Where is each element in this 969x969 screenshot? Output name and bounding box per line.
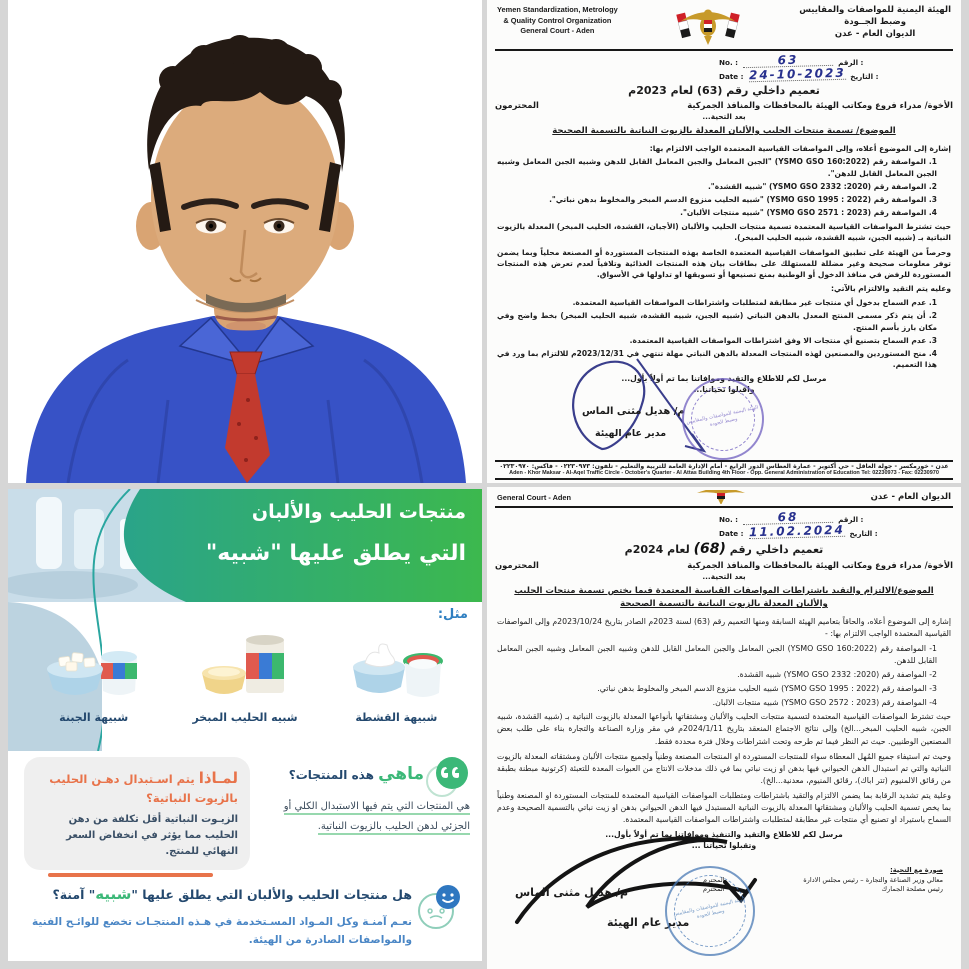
product-label: شبيهة القشطة bbox=[355, 711, 438, 724]
intro-paragraph: إشارة إلى الموضوع أعلاه، والحاقاً بتعاميم الهيئة السابقة ومنها التعميم رقم (63) لسنة 2023م الصادر بتاريخ 2023/10/24م وإلى المواصفات القياسية المعتمدة الواجب الالتزام بها: - bbox=[497, 616, 951, 638]
no-label-en: No. : bbox=[719, 58, 739, 67]
signer-title: مدير عام الهيئة bbox=[595, 427, 667, 439]
doc-date-handwritten: 11.02.2024 bbox=[748, 522, 845, 540]
cc-name: رئيس مصلحة الجمارك bbox=[881, 884, 943, 893]
footer-address-english: Aden - Khor Maksar - Al-Aqel Traffic Circle - October's Quarter - Al Attas Building 4th Floor - Opp. General Administration of Education Tel: 02230973 - Fax: 02230970 bbox=[509, 470, 939, 476]
standard-item: 2. المواصفة رقم (YSMO GSO 2332 :2020) "شبيه القشدة". bbox=[707, 181, 937, 191]
header-divider bbox=[495, 49, 953, 51]
closing-line: مرسل لكم للاطلاع والتقيد وموافاتنا بما تم أولاً بأول... bbox=[621, 373, 827, 383]
honorific: المحترمون bbox=[495, 100, 539, 110]
closing-line: وتقبلوا تحياتنا ... bbox=[691, 840, 757, 850]
body-paragraph: وعليه يتم التقيد والالتزام بالآتي: bbox=[831, 284, 951, 294]
doc2-header bbox=[487, 487, 961, 505]
question-safe-answer: نعـم آمنـة وكل المـواد المسـتخدمة في هـذه المنتجـات تخضع للوائـح الفنية والمواصفات الصادرة من الهيئة. bbox=[32, 915, 412, 947]
reference-block bbox=[719, 511, 949, 539]
greeting: بعد التحية... bbox=[702, 572, 746, 581]
cc-list bbox=[703, 866, 943, 894]
quote-icon bbox=[424, 755, 472, 799]
doc-number-handwritten: 63 bbox=[743, 53, 833, 68]
product-cheese bbox=[21, 631, 166, 724]
org-name-english: Yemen Standardization, Metrology & Quality Control Organization General Court - Aden bbox=[497, 5, 618, 36]
body-paragraph: وعلية يتم تشديد الرقابة بما يضمن الالتزام والتقيد باشتراطات ومتطلبات المواصفات القياسية المعتمدة للمنتجات المستوردة او المصنعة وطنياً بما يخص تسمية الحليب والألبان ومشتقاتها المعدلة بالزيوت النباتية المستبدل فيها الدهن الحيواني بدهن او زيت نباتي بالتسمية الصحيحة وعدم السماح باستيراد او تصنيع أي منتجات غير مطابقة لمتطلبات واشتراطات المواصفات القياسية المعتمدة. bbox=[497, 790, 951, 825]
infographic-title-line2: التي يطلق عليها "شبيه" bbox=[205, 541, 466, 566]
greeting: بعد التحية... bbox=[702, 112, 746, 121]
cream-substitute-icon bbox=[341, 631, 451, 703]
org-name-arabic: الهيئة اليمنية للمواصفات والمقاييس وضبط الجــودة الديوان العام - عدن bbox=[799, 5, 951, 39]
standard-item: 2- المواصفة رقم (YSMO GSO 2332 :2020) شبيه القشدة. bbox=[737, 669, 937, 679]
cc-honorific: المحترم bbox=[703, 884, 725, 893]
date-label-en: Date : bbox=[719, 529, 744, 538]
signature-block bbox=[487, 394, 961, 458]
standard-item: 4- المواصفة رقم (YSMO GSO 2572 : 2023) شبيه منتجات الالبان. bbox=[712, 697, 937, 707]
org-name-english: General Court - Aden bbox=[497, 493, 572, 503]
standard-item: 1- المواصفة رقم (YSMO GSO 160:2022) الجبن المعامل والجبن المعامل القابل للدهن وشبيه الجبن المعامل وشبيه الجبن المعامل القابل للدهن. bbox=[497, 643, 937, 665]
date-label-ar: التاريخ : bbox=[849, 529, 878, 538]
directive-item: 4. منح المستوردين والمصنعين لهذه المنتجات المعدلة بالدهن النباتي مهلة تنتهي في 2023/12/31م للالتزام بما ورد في هذا التعميم. bbox=[497, 349, 937, 370]
circular-document-2024 bbox=[487, 487, 961, 969]
org-name-arabic: الديوان العام - عدن bbox=[870, 492, 951, 503]
cc-name: معالي وزير الصناعة والتجارة – رئيس مجلس الادارة bbox=[803, 875, 943, 884]
cc-honorific: المحترم bbox=[703, 875, 725, 884]
subject-line: الموضوع/ تسمية منتجات الحليب والألبان المعدلة بالزيوت النباتية بالتسمية الصحيحة bbox=[552, 126, 896, 136]
question-what-answer: هي المنتجات التي يتم فيها الاستبدال الكلي أو الجزئي لدهن الحليب بالزيوت النباتية. bbox=[258, 797, 470, 837]
standard-item: 3. المواصفة رقم (YSMO GSO 1995 : 2022) "شبيه الحليب منزوع الدسم المبخر والمخلوط بدهن نباتي". bbox=[549, 195, 937, 205]
signer-name: م/ هديل مثنى الماس bbox=[515, 885, 629, 899]
signature-block bbox=[487, 850, 961, 934]
body-paragraph: حيث تشترط المواصفات القياسية المعتمدة تسمية منتجات الحليب والألبان (الأجبان، القشدة، الحليب المبخر) المعدلة بالزيوت النباتية بـ (شبيه الجبن، شبيه القشدة، شبيه الحليب المبخر). bbox=[497, 222, 951, 243]
dairy-infographic bbox=[8, 489, 482, 961]
question-what bbox=[258, 763, 470, 837]
intro-paragraph: إشارة إلى الموضوع أعلاه، وإلى المواصفات القياسية المعتمدة الواجب الالتزام بها: bbox=[649, 143, 951, 153]
directive-item: 1. عدم السماح بدخول أي منتجات غير مطابقة لمتطلبات واشتراطات المواصفات القياسية المعتمدة. bbox=[572, 298, 937, 308]
directive-item: 2. أن يتم ذكر مسمى المنتج المعدل بالدهن النباتي (شبيه الجبن، شبيه القشدة، شبيه الحليب المبخر) بخط واضح وفي مكان بارز بأسم المنتج. bbox=[497, 311, 937, 332]
body-paragraph: حيث تشترط المواصفات القياسية المعتمدة لتسمية منتجات الحليب والألبان ومشتقاتها بأنواعها المعدلة بالزيوت النباتية بـ (شبيه القشدة، شبيه الجبن، شبيه الحليب المبخر...الخ) وإلى نتائج الاجتماع المنعقد بتاريخ 2024/1/11م في مقر وزارة الصناعة والتجارة بناء على طلب بعض المصنعين الوطنيين. حيث تم النظر فيما تم طرحه وتحت اشتراطات وخلال فترة محددة فقط. bbox=[497, 712, 951, 746]
question-safe-title: هل منتجات الحليب والألبان التي يطلق عليها "شبيه" آمنة؟ bbox=[52, 885, 412, 903]
reference-block bbox=[719, 54, 949, 82]
orange-underline bbox=[48, 873, 213, 877]
question-why-title: لمـاذا يتم اسـتبدال دهـن الحليب بالزيوت النباتية؟ bbox=[49, 769, 238, 805]
man-portrait-illustration bbox=[8, 0, 482, 483]
closing-line: واقبلوا تحياتنا... bbox=[693, 384, 755, 394]
signer-name: م/ هديل مثنى الماس bbox=[582, 405, 685, 417]
no-label-en: No. : bbox=[719, 515, 739, 524]
signer-title: مدير عام الهيئة bbox=[607, 915, 690, 929]
body-paragraph: وحيث تم استيفاء جميع المُهل المعطاة سواء للمنتجات المستوردة او المنتجات المصنعة وطنياً ولجميع منتجات الألبان ومشتقاته المعدلة بالزيوت النباتية والتي تم استبدال الدهن الحيواني فيها بدهن او زيت نباتي بما في ذلك مدخلات الانتاج من العبوات المعدة للتعبئة (كرتونية مبطنة بطبقة من رقائق الالمنيوم (تتر اباك)، رقائق المنيوم، معدنية...الخ). bbox=[496, 751, 951, 785]
standard-item: 1. المواصفة رقم (YSMO GSO 160:2022) "الجبن المعامل والجبن المعامل القابل للدهن وشبيه الجبن المعامل وشبيه الجبن المعامل القابل للدهن". bbox=[497, 157, 938, 178]
circular-document-2023 bbox=[487, 0, 961, 483]
cc-row bbox=[703, 885, 943, 893]
product-label: شبيه الحليب المبخر bbox=[192, 711, 298, 724]
cc-title: صورة مع التحية: bbox=[890, 865, 943, 874]
cheese-substitute-icon bbox=[39, 631, 149, 703]
yemen-emblem-icon bbox=[693, 490, 749, 504]
addressee: الأخوة/ مدراء فروع ومكاتب الهيئة بالمحافظات والمنافذ الجمركية bbox=[687, 560, 953, 570]
doc-number-handwritten: 68 bbox=[743, 510, 833, 525]
no-label-ar: الرقم : bbox=[838, 515, 864, 524]
doc1-header bbox=[487, 0, 961, 48]
addressee-row bbox=[487, 560, 961, 570]
standard-item: 3- المواصفة رقم (YSMO GSO 1995 : 2022) شبيه الحليب منزوع الدسم المبخر والمخلوط بدهن نباتي. bbox=[597, 683, 937, 693]
product-cream bbox=[324, 631, 469, 724]
doc1-footer bbox=[495, 460, 953, 481]
header-divider bbox=[495, 506, 953, 508]
circular-title: تعميم داخلي رقم (63) لعام 2023م bbox=[628, 84, 820, 97]
footer-address-arabic: عدن - خورمكسر - جولة العاقل - حي أكتوبر - عمارة العطاس الدور الرابع - أمام الإدارة العامة للتربية والتعليم - تلفون: ٠٢٢٣٠٩٧٣ - فاكس: ٠٢٢٣٠٩٧٠ bbox=[499, 463, 949, 470]
yemen-emblem-icon bbox=[673, 5, 743, 47]
question-why-answer: الزيـوت النباتية أقل تكلفة من دهن الحليب مما يؤثر في انخفاض السعر النهائي للمنتج. bbox=[66, 813, 238, 857]
standard-item: 4. المواصفة رقم (YSMO GSO 2571 : 2023) "شبيه منتجات الألبان". bbox=[680, 208, 937, 218]
product-label: شبيهة الجبنة bbox=[59, 711, 129, 724]
doc-date-handwritten: 24-10-2023 bbox=[748, 65, 846, 83]
infographic-title-line1: منتجات الحليب والألبان bbox=[251, 501, 466, 523]
circular-number: (68) bbox=[693, 541, 726, 557]
date-label-en: Date : bbox=[719, 72, 744, 81]
date-label-ar: التاريخ : bbox=[850, 72, 879, 81]
circular-title: تعميم داخلي رقم (68) لعام 2024م bbox=[624, 541, 824, 557]
product-row bbox=[8, 631, 482, 724]
honorific: المحترمون bbox=[495, 560, 539, 570]
body-paragraph: وحرصاً من الهيئة على تطبيق المواصفات القياسية المعتمدة الخاصة بهذه المنتجات المستوردة أو المصنعة محلياً وبما يضمن توفر معلومات صحيحة وغير مضللة للمستهلك على بطاقات بيان هذه المنتجات الغذائية وتلافياً لعدم تعرض هذه المنتجات المستوردة للرفض في منافذ الدخول أو الوطنية بمنع تصنيعها أو تسويقها او تداولها في الأسواق. bbox=[497, 247, 951, 280]
question-why-box bbox=[24, 757, 250, 870]
subject-line: الموضوع/الالتزام والتقيد باشتراطات المواصفات القياسية المعتمدة فيما يختص تسمية منتجات الحليب والألبان المعدلة بالزيوت النباتية بالتسمية الصحيحة bbox=[514, 586, 934, 610]
evaporated-milk-substitute-icon bbox=[190, 631, 300, 703]
product-evaporated-milk bbox=[173, 631, 318, 724]
portrait-photo bbox=[8, 0, 482, 483]
closing-line: مرسل لكم للاطلاع والتقيد والتنفيذ وموافاتنا بما تم أولاً بأول... bbox=[605, 829, 843, 839]
examples-label: مثل: bbox=[437, 607, 468, 622]
addressee-row bbox=[487, 100, 961, 110]
question-what-title: ماهي هذه المنتجات؟ bbox=[288, 764, 424, 784]
official-stamp: الهيئة اليمنية للمواصفات والمقاييس وضبط الجودة bbox=[682, 378, 764, 460]
directive-item: 3. عدم السماح بتصنيع أي منتجات الا وفق اشتراطات المواصفات القياسية المعتمدة. bbox=[629, 335, 937, 345]
official-stamp: الهيئة اليمنية للمواصفات والمقاييس وضبط الجودة bbox=[665, 866, 755, 956]
cc-row bbox=[703, 876, 943, 884]
addressee: الأخوة/ مدراء فروع ومكاتب الهيئة بالمحافظات والمنافذ الجمركية bbox=[687, 100, 953, 110]
question-safe bbox=[24, 883, 468, 950]
no-label-ar: الرقم : bbox=[838, 58, 864, 67]
smiley-icon bbox=[414, 883, 466, 933]
